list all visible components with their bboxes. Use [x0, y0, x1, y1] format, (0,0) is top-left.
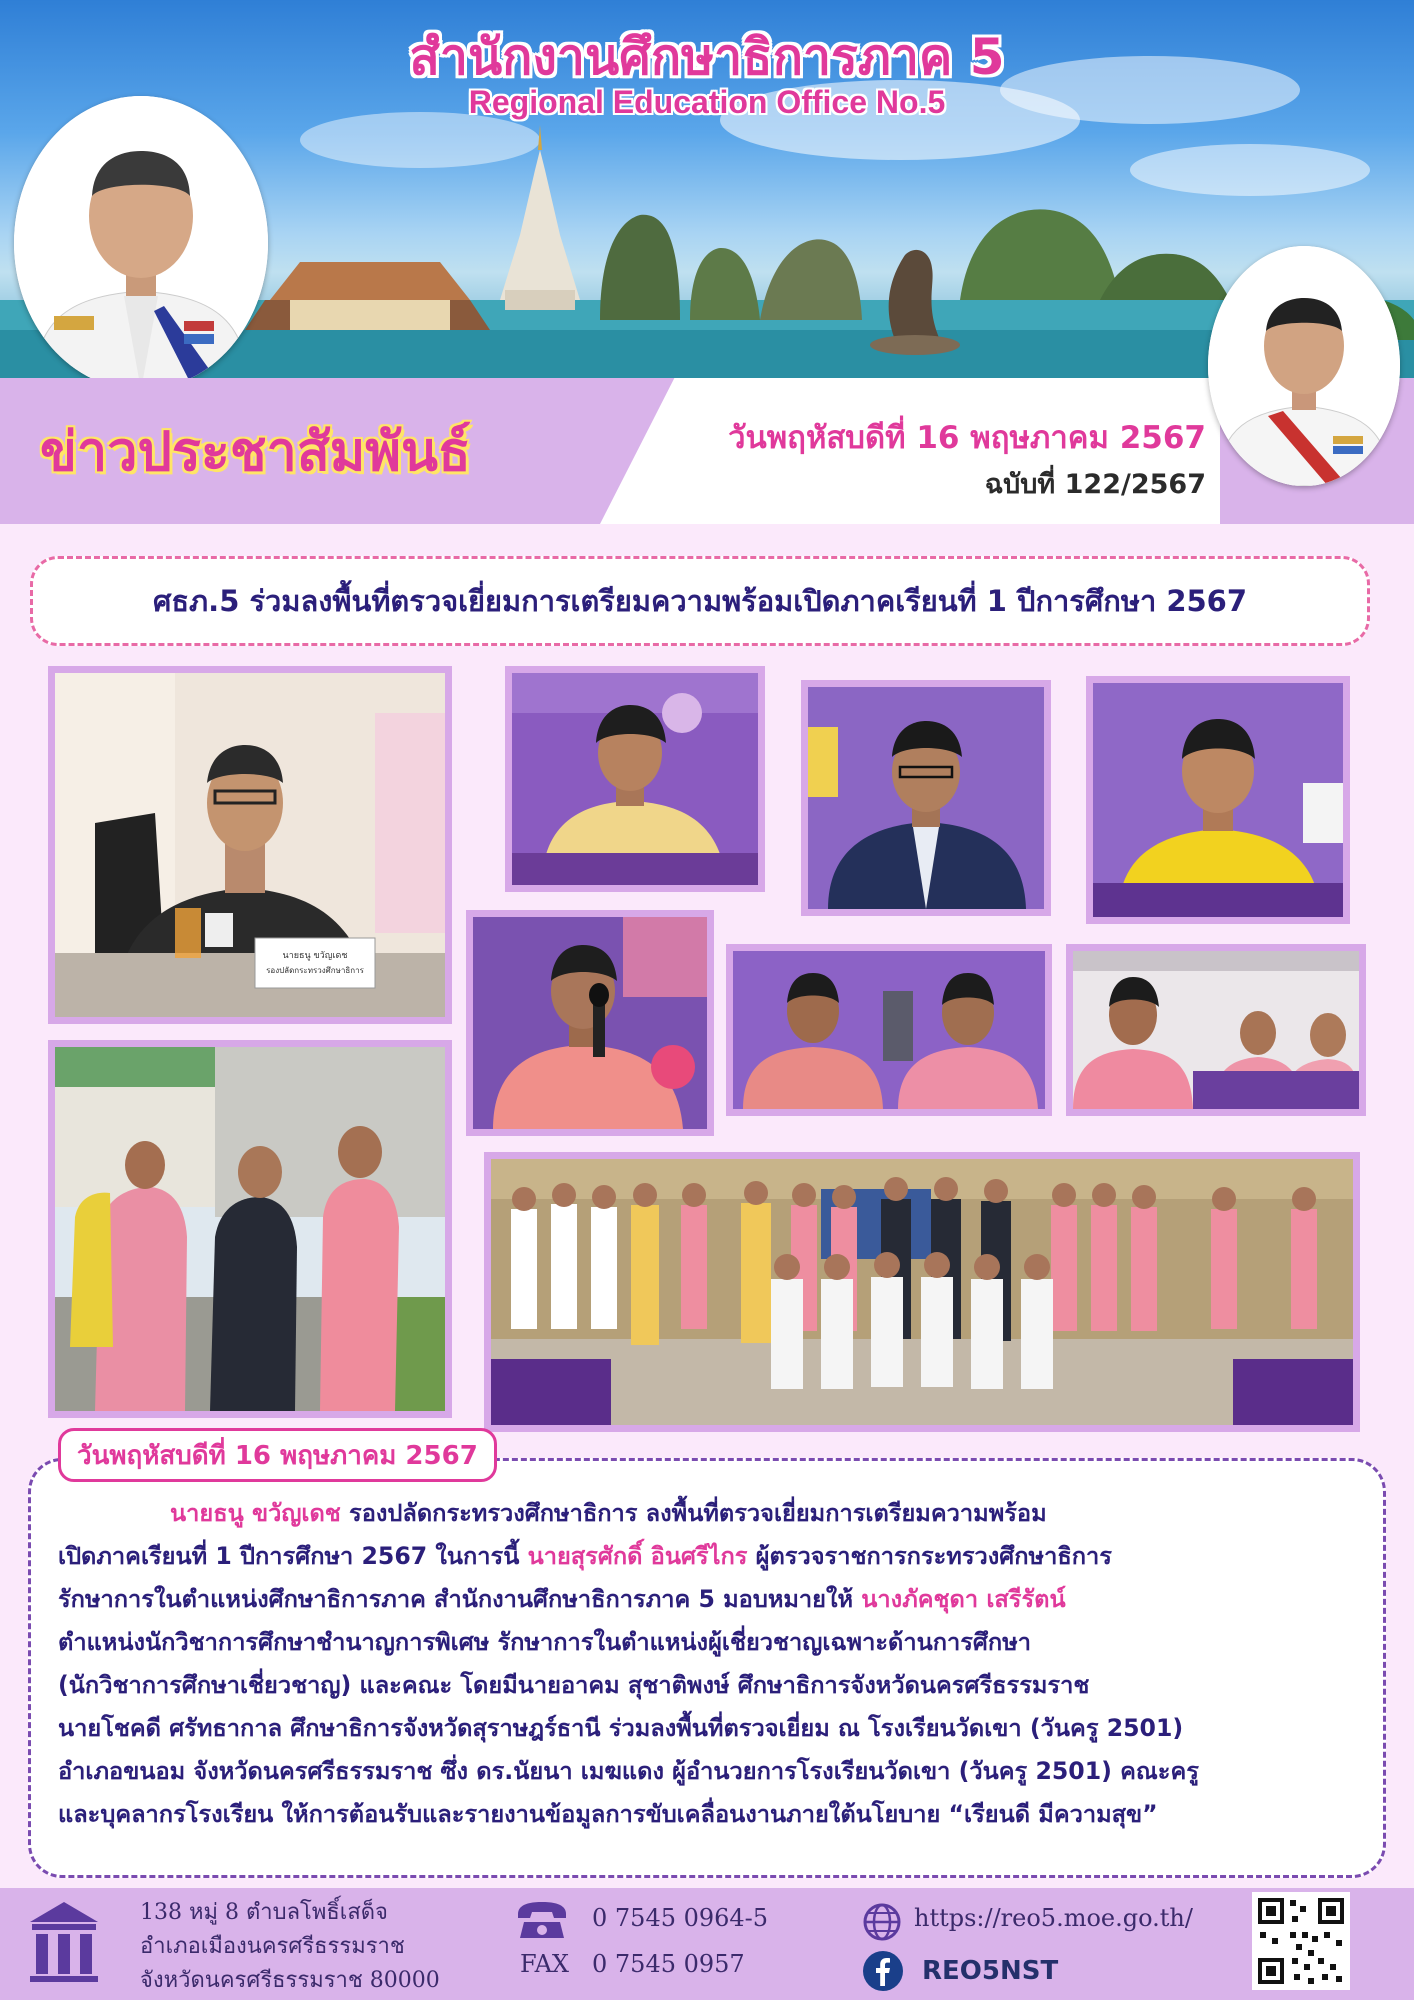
photo-image — [1093, 683, 1343, 917]
official-portrait-right — [1208, 246, 1400, 486]
photo-image — [808, 687, 1044, 909]
photo-group — [484, 1152, 1360, 1432]
official-portrait-left — [14, 96, 268, 390]
photo-man-yellow-shirt — [1086, 676, 1350, 924]
footer — [0, 1888, 1414, 2000]
svg-text:นายธนู ขวัญเดช: นายธนู ขวัญเดช — [282, 951, 348, 961]
photo-outdoor-visit — [48, 1040, 452, 1418]
address-line-3: จังหวัดนครศรีธรรมราช 80000 — [140, 1968, 440, 1993]
article-text: รองปลัดกระทรวงศึกษาธิการ ลงพื้นที่ตรวจเยี่ยมการเตรียมความพร้อม — [340, 1499, 1047, 1527]
article-line-1 — [58, 1492, 1370, 1535]
photo-official-at-desk — [48, 666, 452, 1024]
article-text: รักษาการในตำแหน่งศึกษาธิการภาค สำนักงานศึกษาธิการภาค 5 มอบหมายให้ — [58, 1585, 862, 1613]
photo-woman-speaking — [466, 910, 714, 1136]
telephone-icon — [514, 1900, 570, 1940]
address-line-1: 138 หมู่ 8 ตำบลโพธิ์เสด็จ — [140, 1900, 388, 1925]
article-line-2 — [58, 1535, 1370, 1578]
photo-image — [55, 673, 445, 1017]
address-line-2: อำเภอเมืองนครศรีธรรมราช — [140, 1934, 405, 1959]
portrait-image — [14, 96, 268, 390]
article-line-4: ตำแหน่งนักวิชาการศึกษาชำนาญการพิเศษ รักษาการในตำแหน่งผู้เชี่ยวชาญเฉพาะด้านการศึกษา — [58, 1628, 1031, 1656]
issue-date: วันพฤหัสบดีที่ 16 พฤษภาคม 2567 — [728, 420, 1206, 456]
photo-teachers-pink — [1066, 944, 1366, 1116]
photo-image — [1073, 951, 1359, 1109]
article-line-7: อำเภอขนอม จังหวัดนครศรีธรรมราช ซึ่ง ดร.นัยนา เมฆแดง ผู้อำนวยการโรงเรียนวัดเขา (วันครู 2501) คณะครู — [58, 1757, 1199, 1785]
article-date-tag: วันพฤหัสบดีที่ 16 พฤษภาคม 2567 — [58, 1428, 497, 1482]
name-highlight: นายธนู ขวัญเดช — [170, 1499, 341, 1527]
article-line-5: (นักวิชาการศึกษาเชี่ยวชาญ) และคณะ โดยมีนายอาคม สุชาติพงษ์ ศึกษาธิการจังหวัดนครศรีธรรมราช — [58, 1671, 1090, 1699]
article-body — [58, 1492, 1370, 1836]
photo-image — [491, 1159, 1353, 1425]
fax-label: FAX — [520, 1950, 569, 1978]
website-link[interactable]: https://reo5.moe.go.th/ — [914, 1904, 1193, 1932]
name-highlight: นายสุรศักดิ์ อินศรีไกร — [527, 1542, 748, 1570]
article-text: ผู้ตรวจราชการกระทรวงศึกษาธิการ — [747, 1542, 1112, 1570]
news-headline: ศธภ.5 ร่วมลงพื้นที่ตรวจเยี่ยมการเตรียมความพร้อมเปิดภาคเรียนที่ 1 ปีการศึกษา 2567 — [152, 584, 1248, 618]
office-title-english: Regional Education Office No.5 — [468, 84, 946, 120]
facebook-icon — [862, 1950, 904, 1992]
article-text: เปิดภาคเรียนที่ 1 ปีการศึกษา 2567 ในการนี้ — [58, 1542, 528, 1570]
article-line-3 — [58, 1578, 1370, 1621]
portrait-image — [1208, 246, 1400, 486]
globe-icon — [862, 1902, 902, 1942]
photo-pair-pink-shirts — [726, 944, 1052, 1116]
facebook-page-name[interactable]: REO5NST — [922, 1956, 1059, 1986]
fax-number: 0 7545 0957 — [592, 1950, 745, 1978]
photo-image — [473, 917, 707, 1129]
photo-man-dark-suit — [801, 680, 1051, 916]
office-title-thai: สำนักงานศึกษาธิการภาค 5 — [409, 28, 1005, 86]
press-release-label: ข่าวประชาสัมพันธ์ — [40, 420, 471, 483]
photo-image — [733, 951, 1045, 1109]
office-building-icon — [26, 1900, 102, 1984]
name-highlight: นางภัคชุดา เสรีรัตน์ — [861, 1585, 1066, 1613]
qr-code-icon[interactable] — [1252, 1892, 1350, 1990]
photo-image — [512, 673, 758, 885]
photo-image — [55, 1047, 445, 1411]
article-line-6: นายโชคดี ศรัทธากาล ศึกษาธิการจังหวัดสุราษฎร์ธานี ร่วมลงพื้นที่ตรวจเยี่ยม ณ โรงเรียนวัดเขา (วันครู 2501) — [58, 1714, 1184, 1742]
headline-box — [30, 556, 1370, 646]
issue-number: ฉบับที่ 122/2567 — [984, 469, 1206, 500]
phone-number[interactable]: 0 7545 0964-5 — [592, 1904, 769, 1932]
desk-nameplate-caption: รองปลัดกระทรวงศึกษาธิการ — [266, 966, 364, 975]
photo-woman-yellow-dress — [505, 666, 765, 892]
article-line-8: และบุคลากรโรงเรียน ให้การต้อนรับและรายงานข้อมูลการขับเคลื่อนงานภายใต้นโยบาย “เรียนดี มีความสุข” — [58, 1800, 1158, 1828]
